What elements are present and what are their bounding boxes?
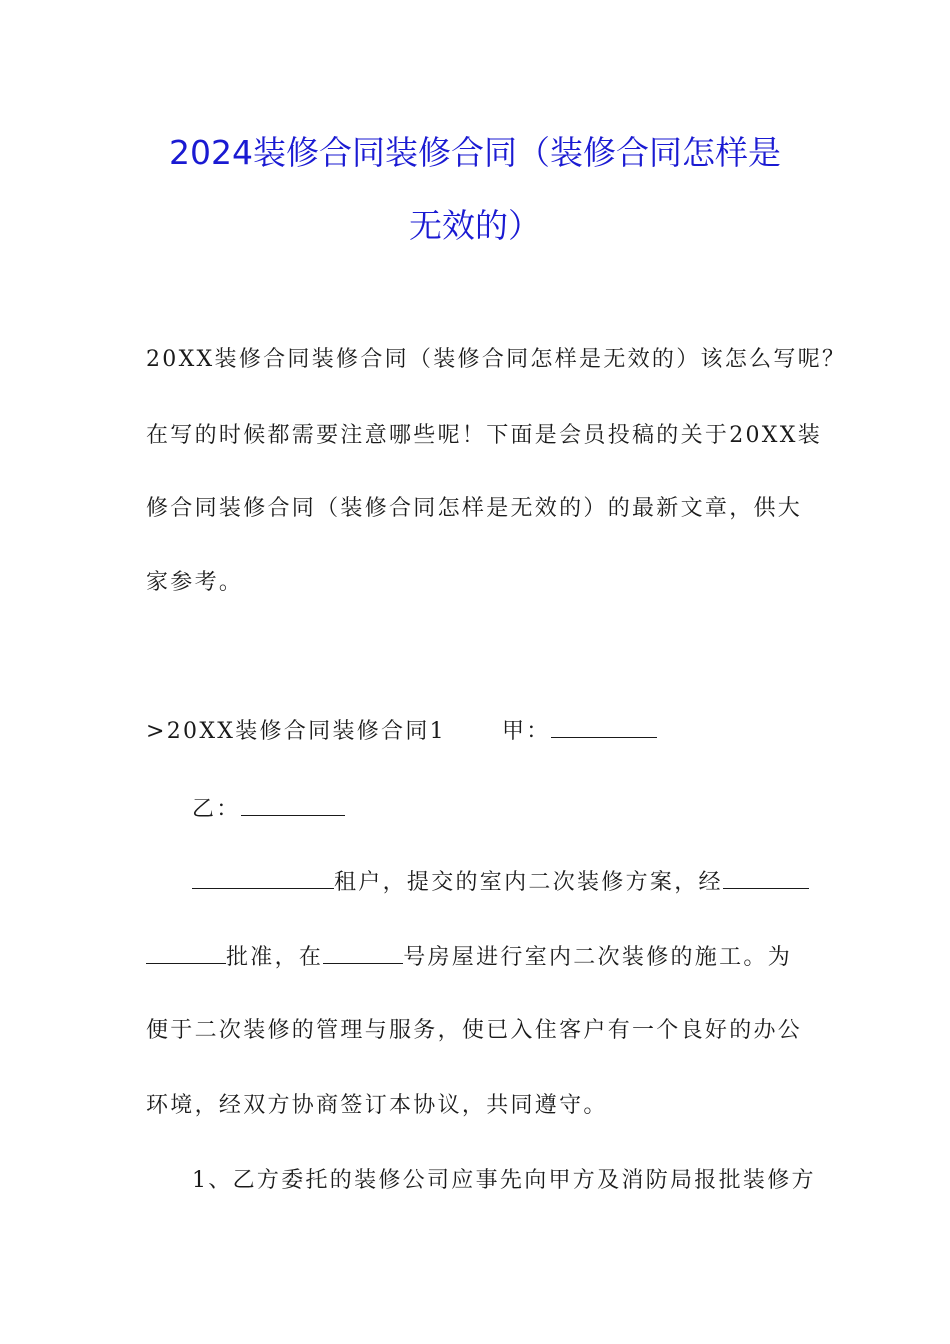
para1-line-2 bbox=[146, 943, 792, 973]
intro-line-3: 修合同装修合同（装修合同怎样是无效的）的最新文章，供大 bbox=[146, 496, 803, 521]
section-heading: >20XX装修合同装修合同1 bbox=[146, 719, 446, 744]
approver-blank-2 bbox=[146, 943, 226, 964]
room-number-blank bbox=[323, 943, 403, 964]
party-b-label: 乙： bbox=[192, 797, 241, 822]
approver-blank-1 bbox=[723, 868, 809, 889]
party-a-label: 甲： bbox=[501, 719, 551, 744]
section-heading-row bbox=[146, 717, 657, 747]
document-title-line-1: 2024装修合同装修合同（装修合同怎样是 bbox=[169, 133, 781, 172]
party-b-blank bbox=[241, 795, 345, 816]
item-1-line-1: 1、乙方委托的装修公司应事先向甲方及消防局报批装修方 bbox=[192, 1168, 816, 1193]
para1-line-2-text-b: 号房屋进行室内二次装修的施工。为 bbox=[403, 945, 793, 970]
intro-line-1: 20XX装修合同装修合同（装修合同怎样是无效的）该怎么写呢？ bbox=[146, 347, 847, 372]
intro-line-4: 家参考。 bbox=[146, 570, 244, 595]
party-b-row bbox=[192, 795, 345, 825]
tenant-name-blank bbox=[192, 868, 334, 889]
intro-line-2: 在写的时候都需要注意哪些呢！下面是会员投稿的关于20XX装 bbox=[146, 423, 823, 448]
para1-line-1-text: 租户，提交的室内二次装修方案，经 bbox=[334, 870, 723, 895]
document-title-line-2: 无效的） bbox=[409, 206, 541, 245]
para1-line-3: 便于二次装修的管理与服务，使已入住客户有一个良好的办公 bbox=[146, 1018, 803, 1043]
para1-line-4: 环境，经双方协商签订本协议，共同遵守。 bbox=[146, 1093, 608, 1118]
para1-line-2-text-a: 批准，在 bbox=[226, 945, 324, 970]
party-a-blank bbox=[551, 717, 657, 738]
para1-line-1 bbox=[192, 868, 809, 898]
